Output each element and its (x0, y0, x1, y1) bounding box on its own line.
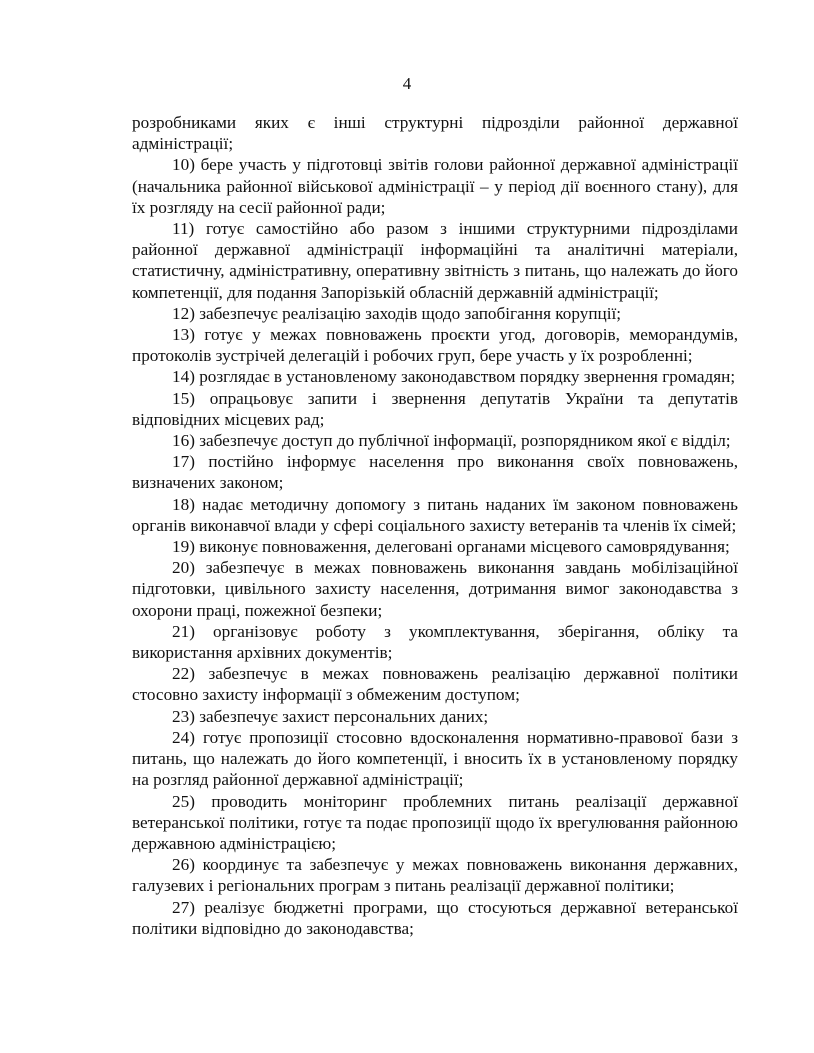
paragraph-11: 19) виконує повноваження, делеговані органами місцевого самоврядування; (172, 537, 730, 557)
document-body (132, 112, 738, 939)
paragraph-19: 27) реалізує бюджетні програми, що стосуються державної ветеранської політики відповідно до законодавства; (132, 897, 738, 938)
paragraph-5: 13) готує у межах повноважень проєкти угод, договорів, меморандумів, протоколів зустрічей делегацій і робочих груп, бере участь у їх розробленні; (132, 325, 738, 366)
paragraph-9: 17) постійно інформує населення про виконання своїх повноважень, визначених законом; (132, 452, 738, 493)
paragraph-16: 24) готує пропозиції стосовно вдосконалення нормативно-правової бази з питань, що належать до його компетенції, і вносить їх в установленому порядку на розгляд районної державної адміністрації; (132, 727, 738, 790)
paragraph-4: 12) забезпечує реалізацію заходів щодо запобігання корупції; (172, 303, 622, 323)
paragraph-13: 21) організовує роботу з укомплектування, зберігання, обліку та використання архівних документів; (132, 621, 738, 663)
paragraph-3: 11) готує самостійно або разом з іншими структурними підрозділами районної державної адміністрації інформаційні та аналітичні матеріали, статистичну, адміністративну, оперативну звітність з питань, що належать до його компетенції, для подання Запорізькій обласній державній адміністрації; (132, 219, 738, 302)
paragraph-10: 18) надає методичну допомогу з питань наданих їм законом повноважень органів виконавчої влади у сфері соціального захисту ветеранів та членів їх сімей; (132, 494, 738, 535)
page-number: 4 (402, 74, 412, 93)
paragraph-15: 23) забезпечує захист персональних даних; (172, 706, 489, 726)
paragraph-18: 26) координує та забезпечує у межах повноважень виконання державних, галузевих і регіональних програм з питань реалізації державної політики; (132, 855, 738, 896)
paragraph-1: розробниками яких є інші структурні підрозділи районної державної адміністрації; (132, 113, 738, 154)
paragraph-14: 22) забезпечує в межах повноважень реалізацію державної політики стосовно захисту інформації з обмеженим доступом; (132, 664, 738, 705)
paragraph-8: 16) забезпечує доступ до публічної інформації, розпорядником якої є відділ; (172, 431, 731, 451)
paragraph-7: 15) опрацьовує запити і звернення депутатів України та депутатів відповідних місцевих рад; (132, 388, 738, 429)
paragraph-6: 14) розглядає в установленому законодавством порядку звернення громадян; (172, 367, 736, 387)
paragraph-17: 25) проводить моніторинг проблемних питань реалізації державної ветеранської політики, готує та подає пропозиції щодо їх врегулювання районною державною адміністрацією; (132, 791, 738, 853)
paragraph-12: 20) забезпечує в межах повноважень виконання завдань мобілізаційної підготовки, цивільного захисту населення, дотримання вимог законодавства з охорони праці, пожежної безпеки; (132, 558, 738, 620)
paragraph-2: 10) бере участь у підготовці звітів голови районної державної адміністрації (начальника районної військової адміністрації – у період дії воєнного стану), для їх розгляду на сесії районної ради; (132, 155, 738, 217)
